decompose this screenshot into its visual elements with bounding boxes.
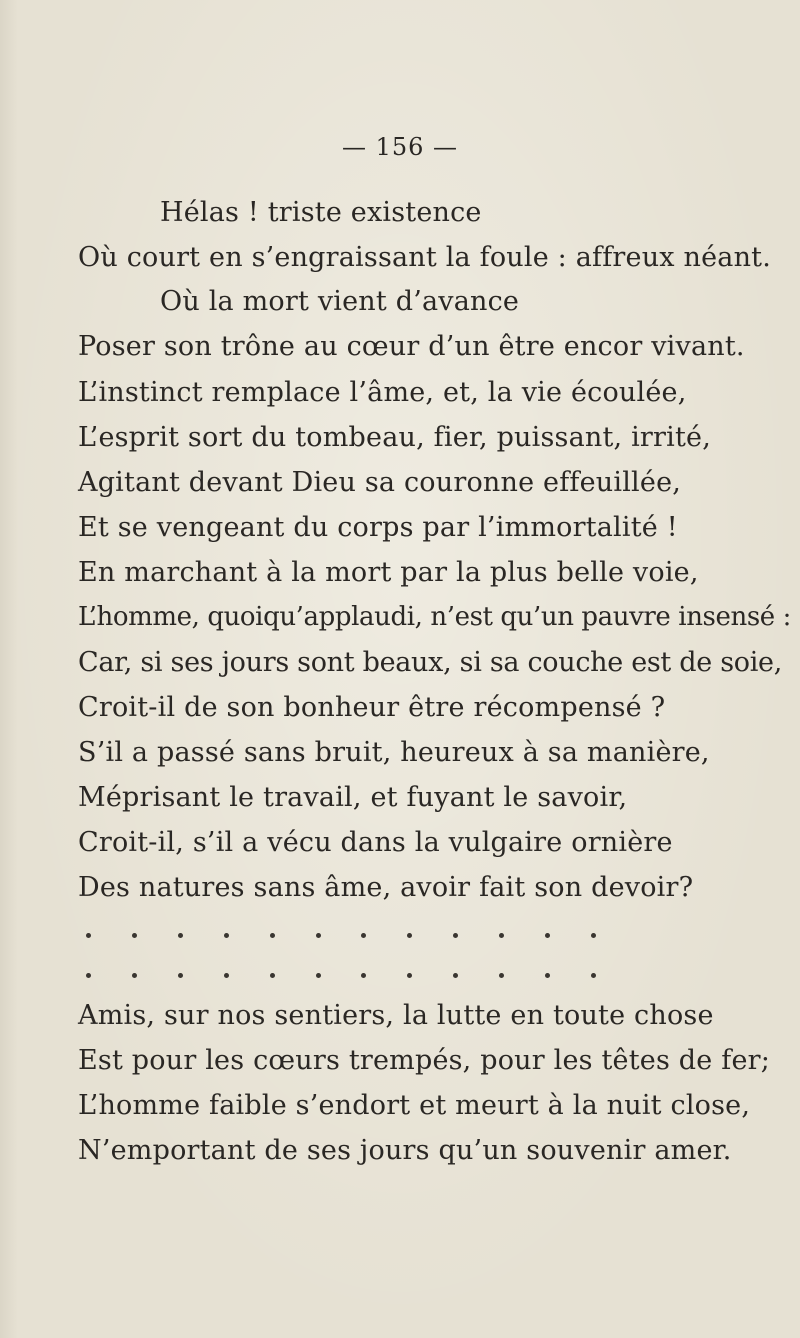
page-number: — 156 — [341,133,459,161]
ellipsis-dot [499,933,504,938]
ellipsis-dot [499,973,504,978]
poem-line: Où la mort vient d’avance [160,286,520,317]
ellipsis-dot [178,973,183,978]
poem-line: En marchant à la mort par la plus belle voie, [78,557,699,588]
ellipsis-row [86,973,596,978]
poem-line: Où court en s’engraissant la foule : affreux néant. [78,242,772,273]
poem-line: L’esprit sort du tombeau, fier, puissant, irrité, [78,422,711,453]
poem-line: Agitant devant Dieu sa couronne effeuillée, [78,467,682,498]
ellipsis-dot [407,973,412,978]
ellipsis-dot [316,933,321,938]
poem-line: Des natures sans âme, avoir fait son devoir? [78,872,694,903]
poem-line: Amis, sur nos sentiers, la lutte en toute chose [78,1000,714,1031]
poem-line: L’instinct remplace l’âme, et, la vie écoulée, [78,377,687,408]
ellipsis-dot [453,933,458,938]
poem-line: Hélas ! triste existence [160,197,482,228]
ellipsis-dot [132,973,137,978]
ellipsis-dot [407,933,412,938]
poem-line: L’homme, quoiqu’applaudi, n’est qu’un pauvre insensé : [78,602,791,632]
poem-line: Poser son trône au cœur d’un être encor vivant. [78,331,745,362]
poem-line: L’homme faible s’endort et meurt à la nuit close, [78,1090,751,1121]
ellipsis-dot [591,973,596,978]
ellipsis-dot [591,933,596,938]
ellipsis-dot [270,973,275,978]
ellipsis-row [86,933,596,938]
ellipsis-dot [86,933,91,938]
ellipsis-dot [132,933,137,938]
ellipsis-dot [545,973,550,978]
ellipsis-dot [361,973,366,978]
poem-line: Et se vengeant du corps par l’immortalité ! [78,512,678,543]
ellipsis-dot [270,933,275,938]
ellipsis-dot [316,973,321,978]
ellipsis-dot [224,973,229,978]
ellipsis-dot [178,933,183,938]
poem-line: Croit-il, s’il a vécu dans la vulgaire ornière [78,827,673,858]
ellipsis-dot [86,973,91,978]
ellipsis-dot [545,933,550,938]
poem-line: Est pour les cœurs trempés, pour les têtes de fer; [78,1045,771,1076]
poem-line: S’il a passé sans bruit, heureux à sa manière, [78,737,710,768]
poem-line: Croit-il de son bonheur être récompensé ? [78,692,666,723]
ellipsis-dot [361,933,366,938]
ellipsis-dot [453,973,458,978]
ellipsis-dot [224,933,229,938]
poem-line: Car, si ses jours sont beaux, si sa couche est de soie, [78,647,783,678]
poem-line: Méprisant le travail, et fuyant le savoir, [78,782,628,813]
poem-line: N’emportant de ses jours qu’un souvenir amer. [78,1135,732,1166]
